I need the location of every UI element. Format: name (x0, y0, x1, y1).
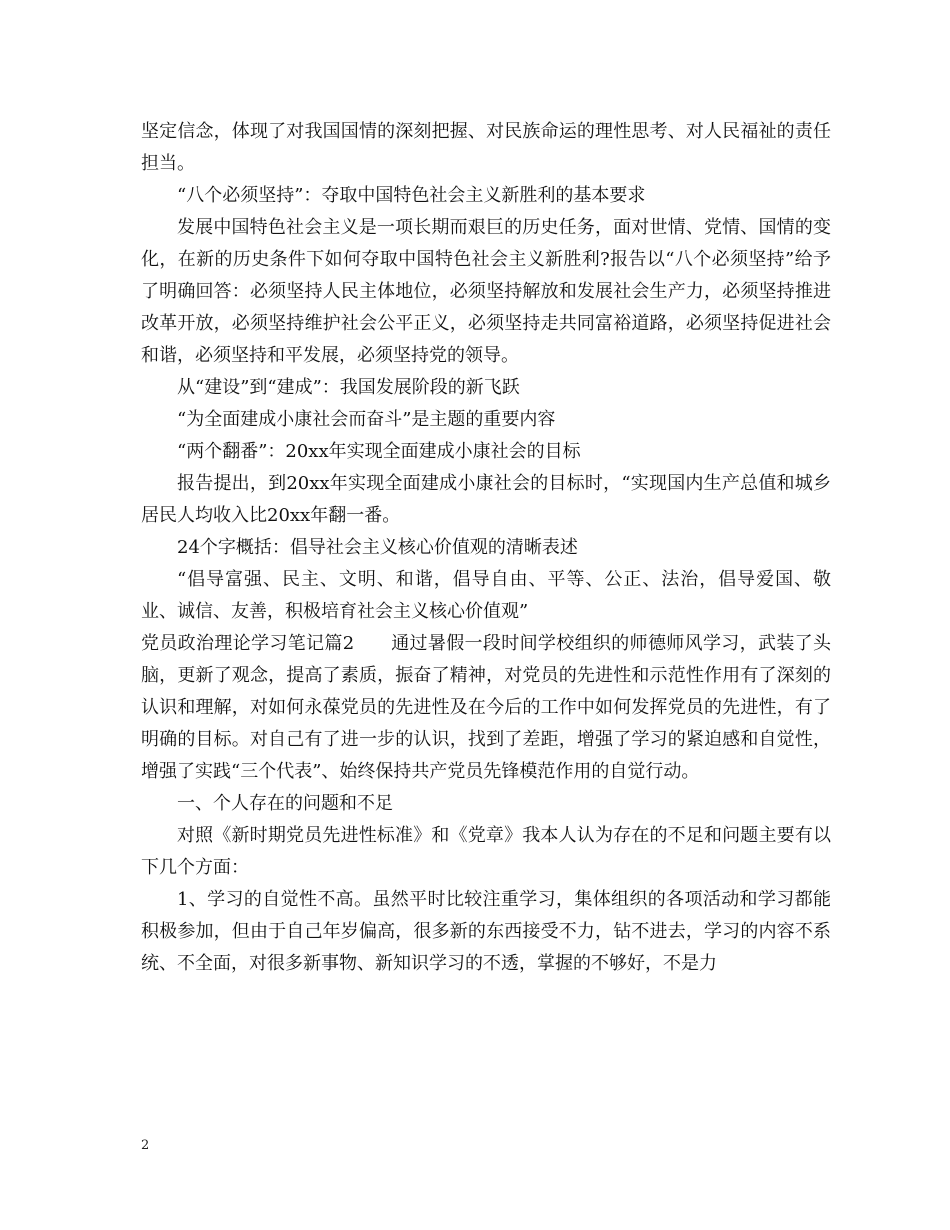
section-heading: 从“建设”到“建成”：我国发展阶段的新飞跃 (177, 377, 520, 398)
section-heading: 一、个人存在的问题和不足 (177, 793, 393, 814)
section-heading: “两个翻番”：20xx年实现全面建成小康社会的目标 (177, 441, 581, 462)
paragraph: 党员政治理论学习笔记篇2 通过暑假一段时间学校组织的师德师风学习，武装了头脑，更新了观念，提高了素质，振奋了精神，对党员的先进性和示范性作用有了深刻的认识和理解，对如何永葆党员的先进性及在今后的工作中如何发挥党员的先进性，有了明确的目标。对自己有了进一步的认识，找到了差距，增强了学习的紧迫感和自觉性，增强了实践“三个代表”、始终保持共产党员先锋模范作用的自觉行动。 (141, 633, 831, 782)
document-body (141, 116, 831, 980)
section-heading: “为全面建成小康社会而奋斗”是主题的重要内容 (177, 409, 556, 430)
paragraph: 报告提出，到20xx年实现全面建成小康社会的目标时，“实现国内生产总值和城乡居民人均收入比20xx年翻一番。 (141, 473, 831, 526)
section-heading: 24个字概括：倡导社会主义核心价值观的清晰表述 (177, 537, 578, 558)
paragraph: 1、学习的自觉性不高。虽然平时比较注重学习，集体组织的各项活动和学习都能积极参加，但由于自己年岁偏高，很多新的东西接受不力，钻不进去，学习的内容不系统、不全面，对很多新事物、新知识学习的不透，掌握的不够好，不是力 (141, 889, 831, 974)
paragraph: 发展中国特色社会主义是一项长期而艰巨的历史任务，面对世情、党情、国情的变化，在新的历史条件下如何夺取中国特色社会主义新胜利?报告以“八个必须坚持”给予了明确回答：必须坚持人民主体地位，必须坚持解放和发展社会生产力，必须坚持推进改革开放，必须坚持维护社会公平正义，必须坚持走共同富裕道路，必须坚持促进社会和谐，必须坚持和平发展，必须坚持党的领导。 (141, 217, 831, 366)
paragraph: “倡导富强、民主、文明、和谐，倡导自由、平等、公正、法治，倡导爱国、敬业、诚信、友善，积极培育社会主义核心价值观” (141, 569, 831, 622)
paragraph: 对照《新时期党员先进性标准》和《党章》我本人认为存在的不足和问题主要有以下几个方面： (141, 825, 831, 878)
section-heading: “八个必须坚持”：夺取中国特色社会主义新胜利的基本要求 (177, 185, 646, 206)
paragraph: 坚定信念，体现了对我国国情的深刻把握、对民族命运的理性思考、对人民福祉的责任担当。 (141, 121, 831, 174)
page-number: 2 (141, 1138, 150, 1153)
